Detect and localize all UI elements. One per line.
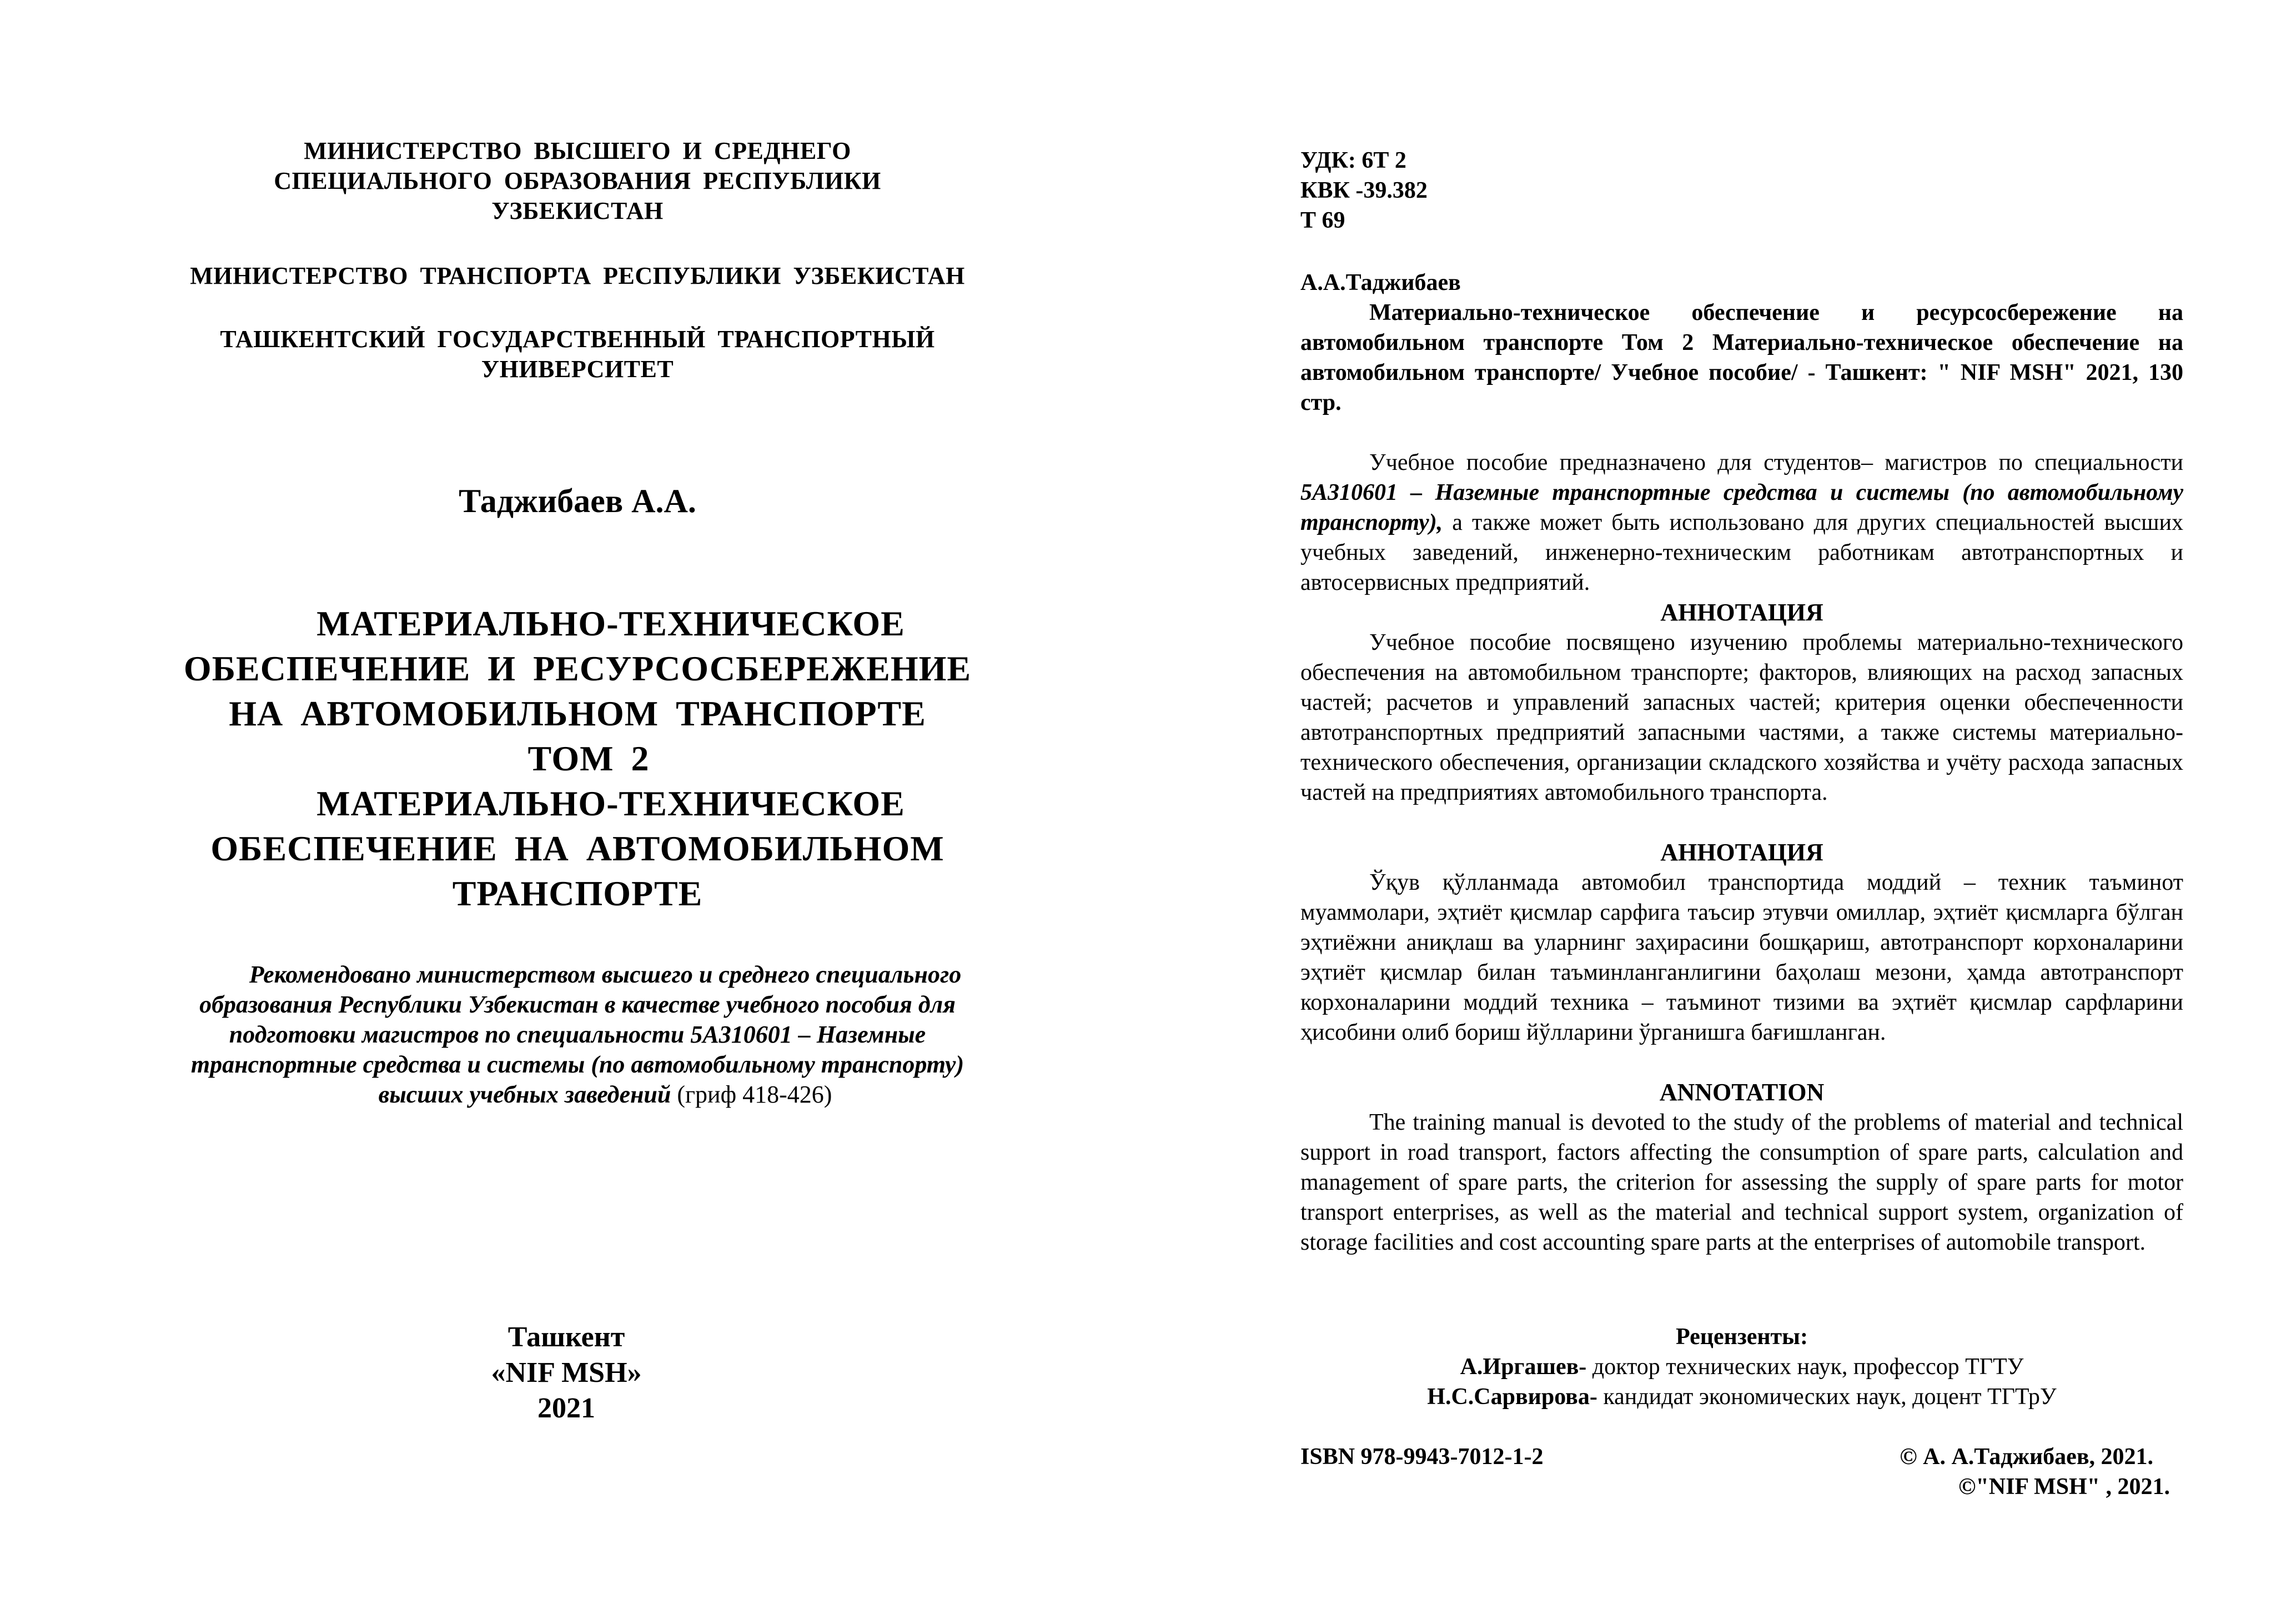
- recommendation-line: высших учебных заведений: [378, 1081, 671, 1108]
- purpose-text: а также может быть использовано для других специальностей высших учебных заведений, инженерно-техническим работникам автотранспортных и автосервисных предприятий.: [1300, 510, 2183, 595]
- ministry-transport: МИНИСТЕРСТВО ТРАНСПОРТА РЕСПУБЛИКИ УЗБЕКИСТАН: [190, 262, 965, 289]
- title-line: ОБЕСПЕЧЕНИЕ НА АВТОМОБИЛЬНОМ: [210, 829, 944, 868]
- annotation-uz: [1300, 838, 2183, 1047]
- ministry-higher-education: [111, 136, 1044, 226]
- approval-stamp: (гриф 418-426): [677, 1081, 832, 1108]
- reviewers: [1300, 1322, 2183, 1412]
- university-name: [167, 324, 988, 384]
- reviewer-role: доктор технических наук, профессор ТГТУ: [1586, 1354, 2024, 1380]
- volume-label: ТОМ 2: [527, 739, 650, 778]
- recommendation-note: [139, 960, 1016, 1110]
- title-line: НА АВТОМОБИЛЬНОМ ТРАНСПОРТЕ: [229, 694, 926, 733]
- reviewer-item: [1300, 1382, 2183, 1412]
- author-mark: Т 69: [1300, 208, 1345, 233]
- annotation-heading: ANNOTATION: [1659, 1079, 1825, 1106]
- copyright: [1759, 1442, 2170, 1502]
- book-title: [111, 601, 1044, 916]
- classification-codes: [1300, 146, 1745, 235]
- ministry-line: СПЕЦИАЛЬНОГО ОБРАЗОВАНИЯ РЕСПУБЛИКИ: [274, 167, 881, 194]
- imprint: [389, 1320, 744, 1426]
- specialty-name: 5А310601 – Наземные транспортные средства и системы (по автомобильному транспорту),: [1300, 480, 2183, 535]
- ministry-line: УЗБЕКИСТАН: [491, 197, 664, 224]
- annotation-text: The training manual is devoted to the study of the problems of material and technical support in road transport, factors affecting the consumption of spare parts, calculation and management of spare parts, the criterion for assessing the supply of spare parts for motor transport enterprises, as well as the material and technical support system, organization of storage facilities and cost accounting spare parts at the enterprises of automobile transport.: [1300, 1110, 2183, 1255]
- publisher: «NIF MSH»: [491, 1357, 642, 1389]
- reviewers-heading: Рецензенты:: [1676, 1324, 1808, 1350]
- year: 2021: [537, 1392, 595, 1424]
- title-line: МАТЕРИАЛЬНО-ТЕХНИЧЕСКОЕ: [316, 604, 905, 643]
- ministry-line: МИНИСТЕРСТВО ВЫСШЕГО И СРЕДНЕГО: [304, 137, 851, 164]
- kvk-code: КВК -39.382: [1300, 178, 1428, 203]
- annotation-heading: АННОТАЦИЯ: [1660, 839, 1823, 866]
- imprint-page: [1148, 0, 2296, 1624]
- annotation-en: [1300, 1077, 2183, 1257]
- recommendation-line: подготовки магистров по специальности 5А310601 – Наземные: [229, 1021, 926, 1048]
- title-line: ТРАНСПОРТЕ: [452, 874, 703, 913]
- copyright-publisher: ©"NIF MSH" , 2021.: [1958, 1474, 2170, 1500]
- purpose-paragraph: [1300, 448, 2183, 598]
- recommendation-line: Рекомендовано министерством высшего и среднего специального: [249, 961, 962, 988]
- university-line: ТАШКЕНТСКИЙ ГОСУДАРСТВЕННЫЙ ТРАНСПОРТНЫЙ: [220, 325, 935, 353]
- reviewer-name: А.Иргашев-: [1460, 1354, 1587, 1380]
- annotation-text: Ўқув қўлланмада автомобил транспортида моддий – техник таъминот муаммолари, эҳтиёт қисмлар сарфига таъсир этувчи омиллар, эҳтиёт қисмларга бўлган эҳтиёжни аниқлаш ва уларнинг заҳирасини бошқариш, автотранспорт корхоналарини эҳтиёт қисмлар билан таъминланганлигини баҳолаш мезони, ҳамда автотранспорт корхоналарини моддий техника – таъминот тизими ва эҳтиёт қисмлар сарфларини ҳисобини олиб бориш йўлларини ўрганишга бағишланган.: [1300, 870, 2183, 1045]
- recommendation-line: транспортные средства и системы (по автомобильному транспорту): [190, 1051, 964, 1078]
- city: Ташкент: [508, 1321, 625, 1353]
- bib-description: Материально-техническое обеспечение и ресурсосбережение на автомобильном транспорте Том 2 Материально-техническое обеспечение на автомобильном транспорте/ Учебное пособие/ - Ташкент: " NIF MSH" 2021, 130 стр.: [1300, 300, 2183, 415]
- author-name: Таджибаев А.А.: [459, 483, 696, 519]
- reviewer-role: кандидат экономических наук, доцент ТГТрУ: [1597, 1384, 2057, 1410]
- university-line: УНИВЕРСИТЕТ: [481, 355, 674, 383]
- recommendation-line: образования Республики Узбекистан в качестве учебного пособия для: [199, 991, 956, 1018]
- isbn: ISBN 978-9943-7012-1-2: [1300, 1444, 1544, 1470]
- udk-code: УДК: 6Т 2: [1300, 148, 1406, 173]
- annotation-heading: АННОТАЦИЯ: [1660, 599, 1823, 626]
- bibliographic-record: [1300, 268, 2183, 418]
- bib-author: А.А.Таджибаев: [1300, 270, 1461, 295]
- title-line: МАТЕРИАЛЬНО-ТЕХНИЧЕСКОЕ: [316, 784, 905, 823]
- annotation-ru: [1300, 598, 2183, 808]
- title-line: ОБЕСПЕЧЕНИЕ И РЕСУРСОСБЕРЕЖЕНИЕ: [183, 649, 972, 688]
- reviewer-name: Н.С.Сарвирова-: [1427, 1384, 1597, 1410]
- reviewer-item: [1300, 1352, 2183, 1382]
- purpose-text: Учебное пособие предназначено для студентов– магистров по специальности: [1369, 450, 2183, 475]
- annotation-text: Учебное пособие посвящено изучению проблемы материально-технического обеспечения на автомобильном транспорте; факторов, влияющих на расход запасных частей; расчетов и управлений запасных частей; критерия оценки обеспеченности автотранспортных предприятий запасными частями, а также системы материально-технического обеспечения, организации складского хозяйства и учёту расхода запасных частей на предприятиях автомобильного транспорта.: [1300, 630, 2183, 805]
- copyright-author: © А. А.Таджибаев, 2021.: [1900, 1444, 2153, 1470]
